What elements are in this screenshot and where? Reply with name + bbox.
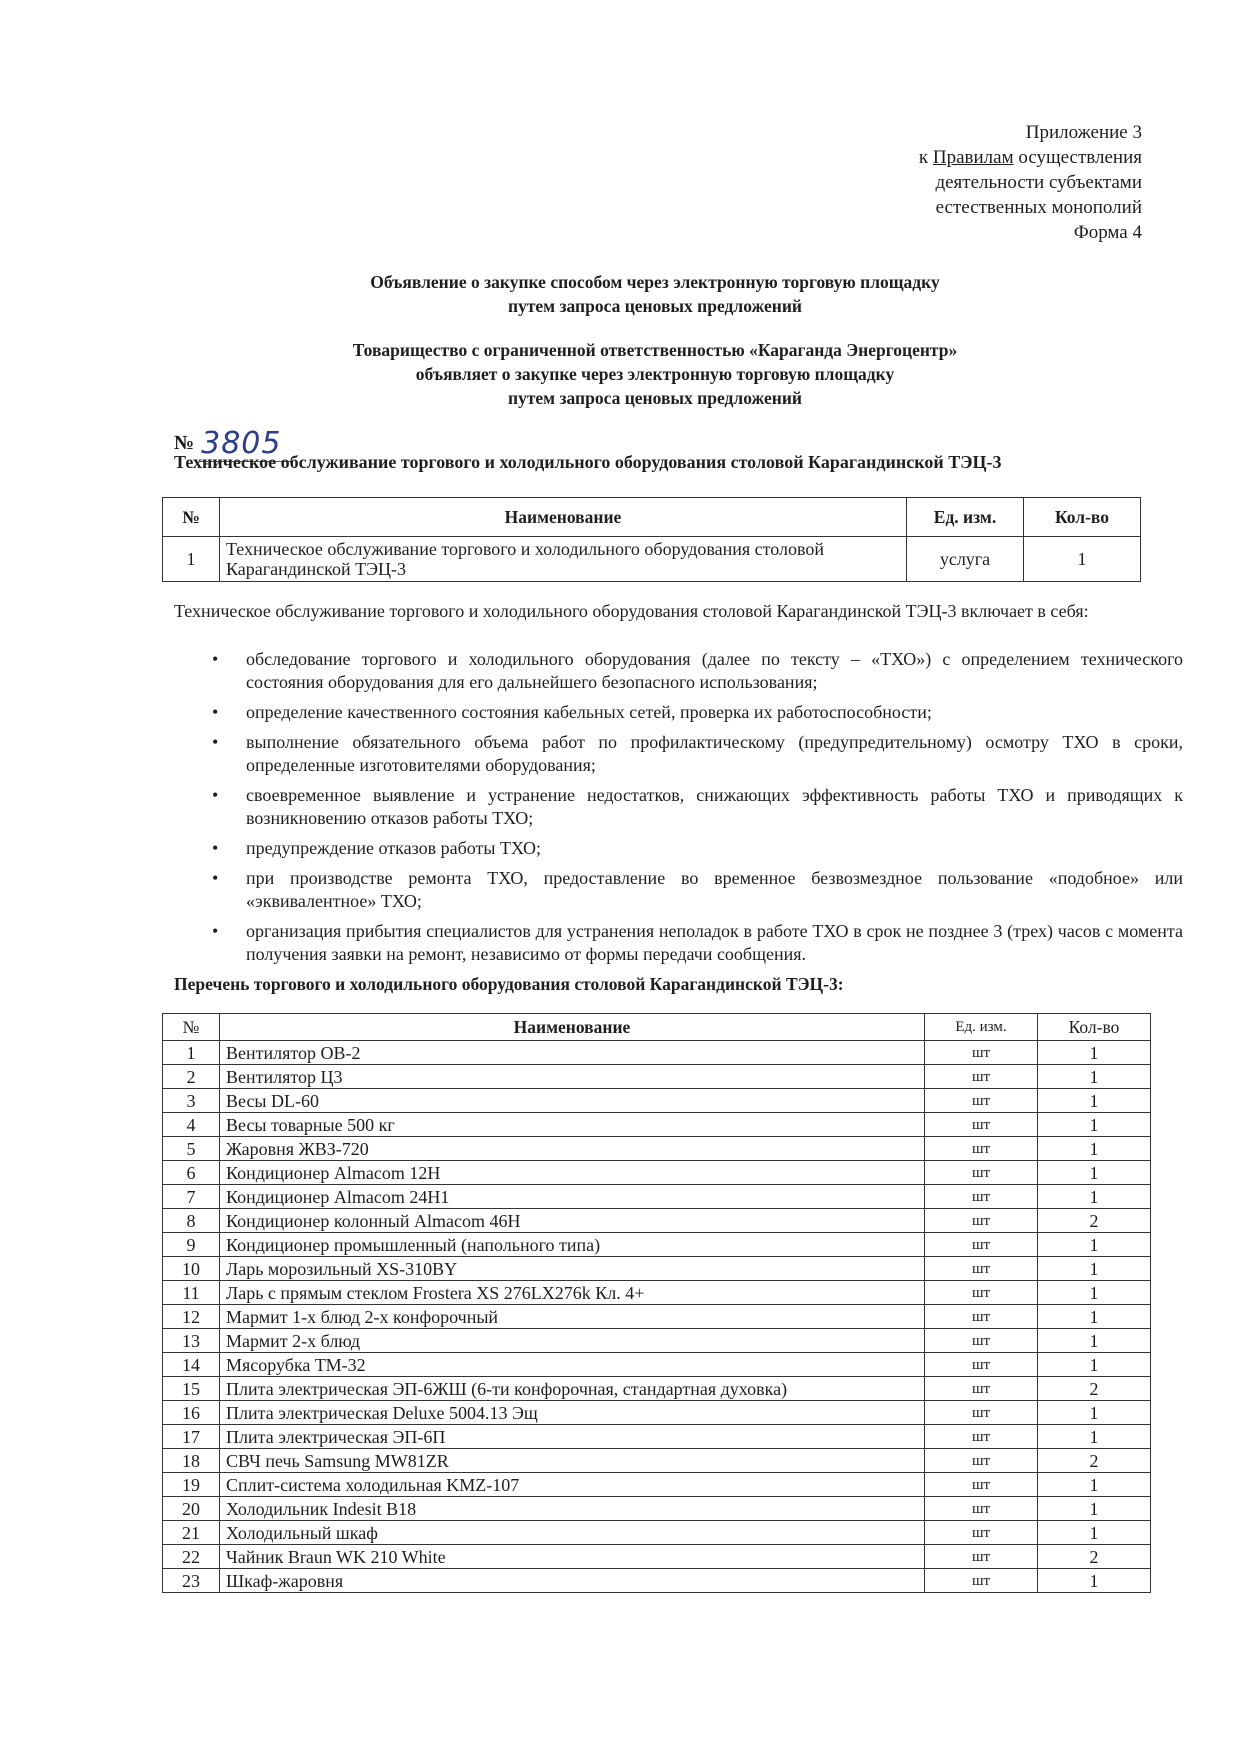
cell-qty: 1: [1038, 1353, 1151, 1377]
cell-unit: шт: [925, 1257, 1038, 1281]
cell-unit: шт: [925, 1089, 1038, 1113]
cell-qty: 1: [1038, 1185, 1151, 1209]
list-item: [212, 701, 1183, 724]
bullet-icon: •: [212, 868, 219, 888]
cell-unit: шт: [925, 1521, 1038, 1545]
bullet-icon: •: [212, 732, 219, 752]
cell-name: Техническое обслуживание торгового и холодильного оборудования столовой Карагандинской ТЭЦ-3: [220, 537, 907, 582]
cell-name: Мясорубка ТМ-32: [220, 1353, 925, 1377]
bullet-text: обследование торгового и холодильного оборудования (далее по тексту – «ТХО») с определением технического состояния оборудования для его дальнейшего безопасного использования;: [246, 649, 1183, 692]
cell-qty: 1: [1038, 1401, 1151, 1425]
services-bullet-list: [204, 648, 1183, 973]
cell-unit: шт: [925, 1569, 1038, 1593]
cell-qty: 1: [1038, 1425, 1151, 1449]
cell-num: 1: [163, 1041, 220, 1065]
cell-num: 22: [163, 1545, 220, 1569]
cell-name: Чайник Braun WK 210 White: [220, 1545, 925, 1569]
cell-qty: 2: [1038, 1545, 1151, 1569]
table-row: [163, 1065, 1151, 1089]
cell-qty: 1: [1038, 1305, 1151, 1329]
cell-num: 20: [163, 1497, 220, 1521]
cell-qty: 1: [1038, 1041, 1151, 1065]
table-row: [163, 1449, 1151, 1473]
cell-qty: 1: [1038, 1473, 1151, 1497]
appendix-header: [742, 120, 1142, 245]
bullet-text: предупреждение отказов работы ТХО;: [246, 838, 542, 858]
col-header-qty: Кол-во: [1024, 498, 1141, 537]
table-row: [163, 1089, 1151, 1113]
bullet-text: выполнение обязательного объема работ по профилактическому (предупредительному) осмотру ТХО в сроки, определенные изготовителями оборудования;: [246, 732, 1183, 775]
handwritten-number: 3805: [199, 426, 291, 462]
table-row: [163, 1209, 1151, 1233]
col-header-unit: Ед. изм.: [925, 1014, 1038, 1041]
list-item: [212, 784, 1183, 830]
cell-unit: шт: [925, 1329, 1038, 1353]
cell-qty: 1: [1038, 1329, 1151, 1353]
col-header-num: №: [163, 498, 220, 537]
cell-unit: шт: [925, 1041, 1038, 1065]
cell-unit: шт: [925, 1185, 1038, 1209]
cell-num: 18: [163, 1449, 220, 1473]
cell-num: 10: [163, 1257, 220, 1281]
table-row: [163, 1257, 1151, 1281]
cell-num: 16: [163, 1401, 220, 1425]
cell-qty: 1: [1038, 1113, 1151, 1137]
equipment-table-body: [163, 1041, 1151, 1593]
rules-link[interactable]: Правилам: [932, 147, 1014, 168]
cell-unit: шт: [925, 1425, 1038, 1449]
cell-qty: 1: [1038, 1137, 1151, 1161]
announcement-title: Объявление о закупке способом через электронную торговую площадку путем запроса ценовых предложений: [370, 272, 940, 316]
table-header-row: [163, 1014, 1151, 1041]
cell-name: Мармит 1-х блюд 2-х конфорочный: [220, 1305, 925, 1329]
cell-num: 19: [163, 1473, 220, 1497]
cell-name: Холодильник Indesit B18: [220, 1497, 925, 1521]
table-row: [163, 1233, 1151, 1257]
cell-name: Весы DL-60: [220, 1089, 925, 1113]
table-row: [163, 1161, 1151, 1185]
procurement-subject: Техническое обслуживание торгового и холодильного оборудования столовой Карагандинской ТЭЦ-3: [174, 452, 1002, 472]
cell-unit: шт: [925, 1377, 1038, 1401]
table-row: [163, 1569, 1151, 1593]
cell-unit: шт: [925, 1353, 1038, 1377]
cell-qty: 1: [1038, 1257, 1151, 1281]
cell-num: 8: [163, 1209, 220, 1233]
table-row: [163, 1041, 1151, 1065]
cell-qty: 1: [1038, 1281, 1151, 1305]
cell-qty: 1: [1038, 1065, 1151, 1089]
list-item: [212, 731, 1183, 777]
table-row: [163, 1473, 1151, 1497]
appendix-rules-line: к Правилам осуществления: [918, 147, 1142, 168]
table-row: [163, 1137, 1151, 1161]
cell-num: 17: [163, 1425, 220, 1449]
appendix-line-3: деятельности субъектами: [935, 172, 1142, 193]
list-item: [212, 867, 1183, 913]
cell-num: 14: [163, 1353, 220, 1377]
table-row: [163, 1521, 1151, 1545]
cell-name: Кондиционер Almacom 24H1: [220, 1185, 925, 1209]
cell-unit: шт: [925, 1209, 1038, 1233]
cell-name: СВЧ печь Samsung MW81ZR: [220, 1449, 925, 1473]
cell-num: 13: [163, 1329, 220, 1353]
cell-qty: 1: [1038, 1521, 1151, 1545]
cell-name: Весы товарные 500 кг: [220, 1113, 925, 1137]
cell-unit: шт: [925, 1305, 1038, 1329]
appendix-number: Приложение 3: [1025, 122, 1142, 143]
cell-unit: шт: [925, 1233, 1038, 1257]
table-row: [163, 537, 1141, 582]
appendix-line-4: естественных монополий: [935, 197, 1142, 218]
cell-name: Ларь морозильный XS-310BY: [220, 1257, 925, 1281]
table-row: [163, 1185, 1151, 1209]
bullet-text: определение качественного состояния кабельных сетей, проверка их работоспособности;: [246, 702, 932, 722]
table-row: [163, 1401, 1151, 1425]
cell-num: 2: [163, 1065, 220, 1089]
cell-num: 5: [163, 1137, 220, 1161]
cell-name: Жаровня ЖВЗ-720: [220, 1137, 925, 1161]
col-header-unit: Ед. изм.: [907, 498, 1024, 537]
list-item: [212, 920, 1183, 966]
list-item: [212, 837, 1183, 860]
intro-paragraph: Техническое обслуживание торгового и холодильного оборудования столовой Карагандинской ТЭЦ-3 включает в себя:: [174, 601, 1089, 621]
cell-num: 3: [163, 1089, 220, 1113]
bullet-icon: •: [212, 785, 219, 805]
col-header-num: №: [163, 1014, 220, 1041]
cell-name: Кондиционер колонный Almacom 46H: [220, 1209, 925, 1233]
cell-num: 21: [163, 1521, 220, 1545]
service-table: [162, 497, 1141, 582]
bullet-icon: •: [212, 702, 219, 722]
cell-num: 11: [163, 1281, 220, 1305]
cell-name: Плита электрическая ЭП-6П: [220, 1425, 925, 1449]
cell-unit: шт: [925, 1137, 1038, 1161]
cell-name: Шкаф-жаровня: [220, 1569, 925, 1593]
table-row: [163, 1281, 1151, 1305]
cell-name: Вентилятор ОВ-2: [220, 1041, 925, 1065]
cell-name: Плита электрическая ЭП-6ЖШ (6-ти конфорочная, стандартная духовка): [220, 1377, 925, 1401]
cell-unit: шт: [925, 1281, 1038, 1305]
list-item: [212, 648, 1183, 694]
cell-unit: шт: [925, 1473, 1038, 1497]
cell-num: 23: [163, 1569, 220, 1593]
table-row: [163, 1545, 1151, 1569]
bullet-text: своевременное выявление и устранение недостатков, снижающих эффективность работы ТХО и приводящих к возникновению отказов работы ТХО;: [246, 785, 1183, 828]
cell-name: Вентилятор Ц3: [220, 1065, 925, 1089]
cell-qty: 1: [1038, 1497, 1151, 1521]
cell-qty: 2: [1038, 1377, 1151, 1401]
cell-qty: 2: [1038, 1209, 1151, 1233]
table-row: [163, 1425, 1151, 1449]
cell-qty: 1: [1038, 1569, 1151, 1593]
cell-unit: шт: [925, 1545, 1038, 1569]
company-announcement: Товарищество с ограниченной ответственностью «Караганда Энергоцентр» объявляет о закупке через электронную торговую площадку путем запроса ценовых предложений: [352, 340, 958, 408]
cell-qty: 1: [1024, 537, 1141, 582]
cell-unit: шт: [925, 1449, 1038, 1473]
table-row: [163, 1353, 1151, 1377]
cell-num: 4: [163, 1113, 220, 1137]
cell-unit: услуга: [907, 537, 1024, 582]
bullet-icon: •: [212, 921, 219, 941]
table-row: [163, 1329, 1151, 1353]
cell-num: 9: [163, 1233, 220, 1257]
col-header-name: Наименование: [220, 1014, 925, 1041]
table-row: [163, 1497, 1151, 1521]
cell-num: 7: [163, 1185, 220, 1209]
bullet-icon: •: [212, 649, 219, 669]
cell-unit: шт: [925, 1113, 1038, 1137]
table-row: [163, 1305, 1151, 1329]
cell-name: Кондиционер промышленный (напольного типа): [220, 1233, 925, 1257]
bullet-text: организация прибытия специалистов для устранения неполадок в работе ТХО в срок не позднее 3 (трех) часов с момента получения заявки на ремонт, независимо от формы передачи сообщения.: [246, 921, 1183, 964]
cell-unit: шт: [925, 1065, 1038, 1089]
cell-unit: шт: [925, 1497, 1038, 1521]
table-header-row: [163, 498, 1141, 537]
cell-unit: шт: [925, 1161, 1038, 1185]
cell-name: Сплит-система холодильная KMZ-107: [220, 1473, 925, 1497]
equipment-table: [162, 1013, 1151, 1593]
cell-num: 6: [163, 1161, 220, 1185]
cell-qty: 1: [1038, 1233, 1151, 1257]
number-sign: №: [174, 432, 195, 454]
bullet-icon: •: [212, 838, 219, 858]
cell-qty: 1: [1038, 1161, 1151, 1185]
bullet-text: при производстве ремонта ТХО, предоставление во временное безвозмездное пользование «подобное» или «эквивалентное» ТХО;: [246, 868, 1183, 911]
cell-name: Кондиционер Almacom 12H: [220, 1161, 925, 1185]
cell-num: 15: [163, 1377, 220, 1401]
equipment-list-heading: Перечень торгового и холодильного оборудования столовой Карагандинской ТЭЦ-3:: [174, 974, 844, 994]
cell-qty: 1: [1038, 1089, 1151, 1113]
cell-name: Плита электрическая Deluxe 5004.13 Эщ: [220, 1401, 925, 1425]
cell-qty: 2: [1038, 1449, 1151, 1473]
cell-name: Мармит 2-х блюд: [220, 1329, 925, 1353]
table-row: [163, 1377, 1151, 1401]
cell-name: Ларь с прямым стеклом Frostera XS 276LX276k Кл. 4+: [220, 1281, 925, 1305]
cell-name: Холодильный шкаф: [220, 1521, 925, 1545]
table-row: [163, 1113, 1151, 1137]
cell-unit: шт: [925, 1401, 1038, 1425]
appendix-form: Форма 4: [1073, 222, 1142, 243]
col-header-name: Наименование: [220, 498, 907, 537]
cell-num: 12: [163, 1305, 220, 1329]
cell-num: 1: [163, 537, 220, 582]
col-header-qty: Кол-во: [1038, 1014, 1151, 1041]
